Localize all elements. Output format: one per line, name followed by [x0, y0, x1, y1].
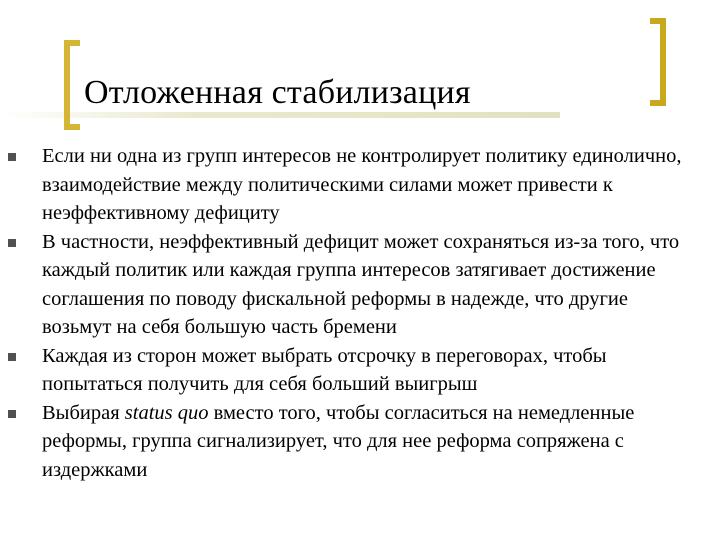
bullet-text: Если ни одна из групп интересов не контролирует политику единолично, взаимодействие между политическими силами может привести к неэффективному дефициту	[42, 145, 682, 224]
bullet-text-after: вместо того, чтобы согласиться на немедленные реформы, группа сигнализирует, что для нее реформа сопряжена с издержками	[42, 401, 635, 481]
bullet-item	[0, 228, 720, 342]
square-bullet-icon	[8, 239, 16, 247]
bullet-item	[0, 142, 720, 228]
bullet-text-before: Выбирая	[42, 401, 125, 424]
left-bracket-decoration	[64, 40, 80, 130]
square-bullet-icon	[8, 353, 16, 361]
bullet-list	[0, 142, 720, 484]
slide-title: Отложенная стабилизация	[84, 74, 471, 111]
bullet-text: Каждая из сторон может выбрать отсрочку в переговорах, чтобы попытаться получить для себя больший выигрыш	[42, 344, 607, 395]
square-bullet-icon	[8, 153, 16, 161]
bullet-text-italic: status quo	[124, 401, 209, 424]
bullet-text: В частности, неэффективный дефицит может сохраняться из-за того, что каждый политик или каждая группа интересов затягивает достижение соглашения по поводу фискальной реформы в надежде, что другие возьмут на себя большую часть бремени	[42, 230, 680, 338]
bullet-item	[0, 399, 720, 485]
right-bracket-decoration	[650, 18, 666, 106]
bullet-item	[0, 342, 720, 399]
square-bullet-icon	[8, 410, 16, 418]
